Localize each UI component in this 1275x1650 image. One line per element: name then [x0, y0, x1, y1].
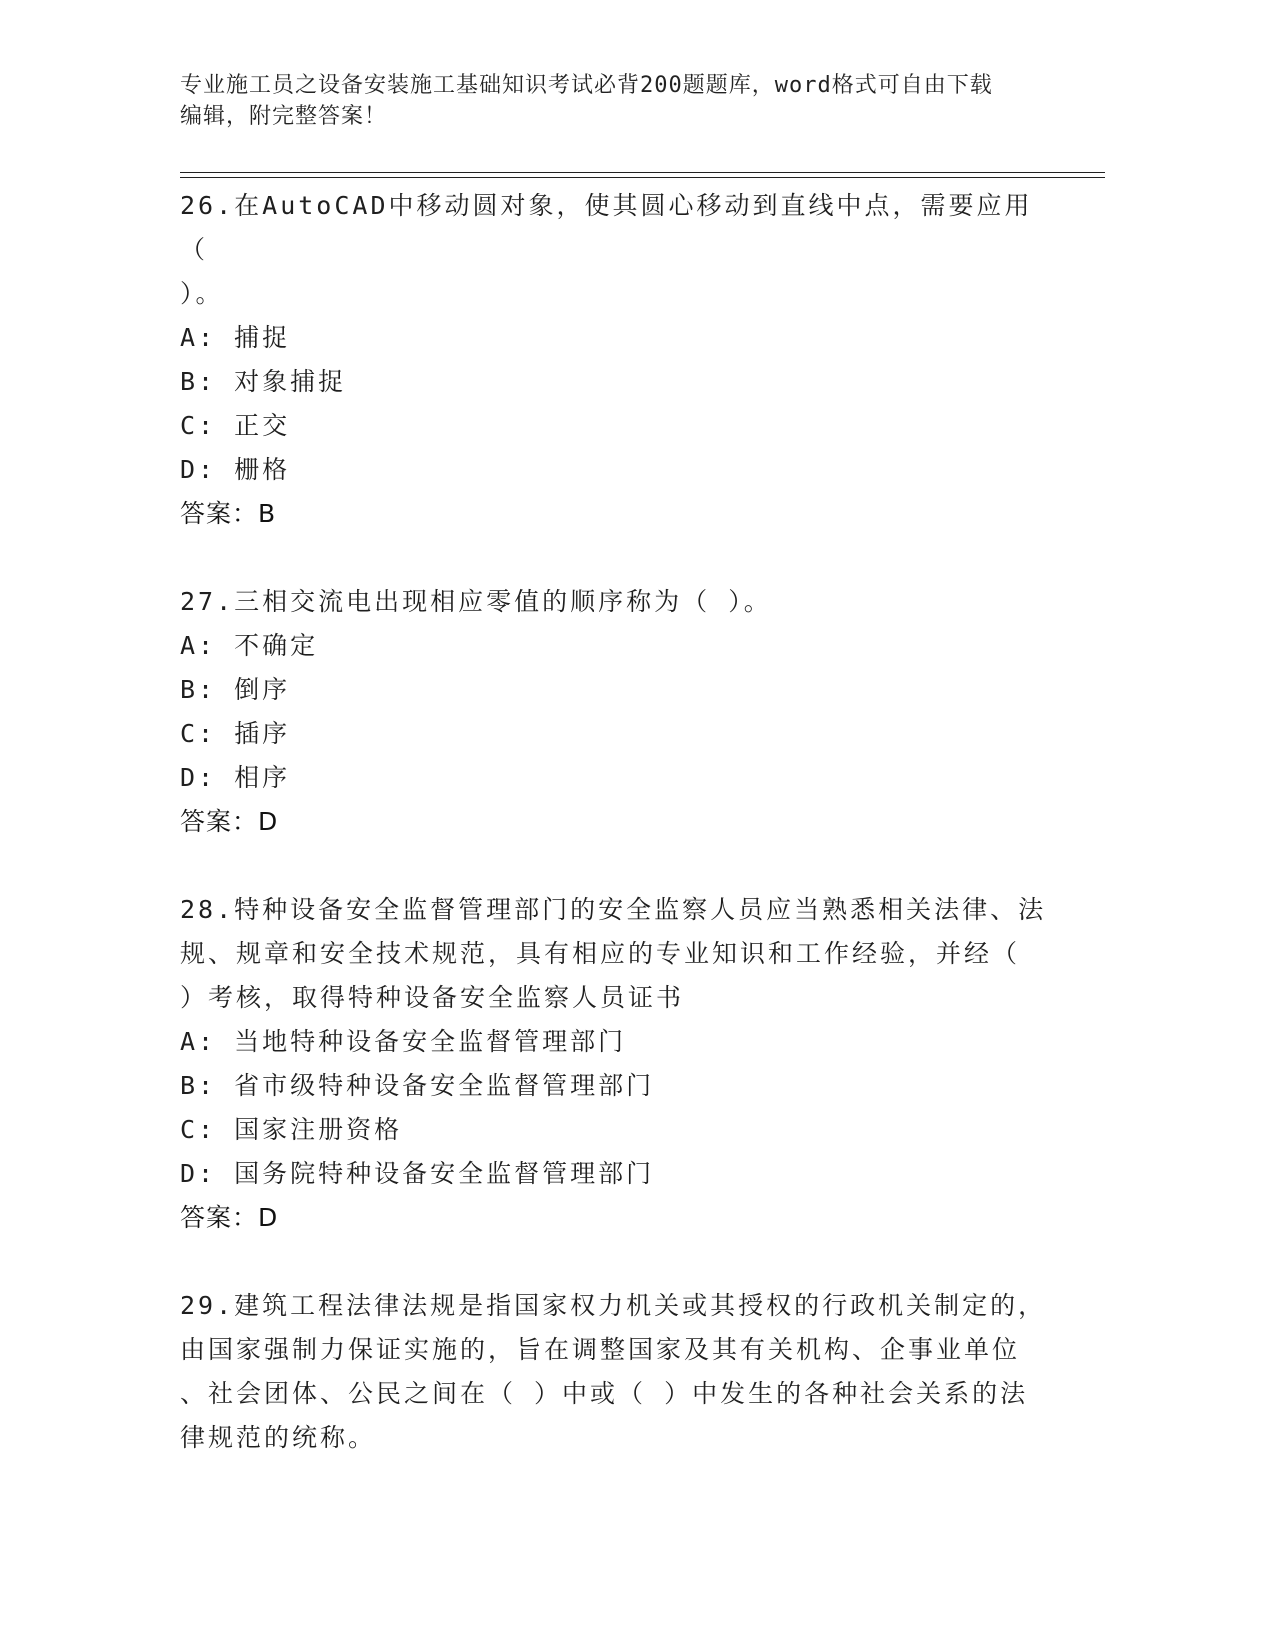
answer-label: 答案：D — [180, 1203, 279, 1232]
option-a: A: 当地特种设备安全监督管理部门 — [180, 1027, 627, 1056]
question-text-line: 27.三相交流电出现相应零值的顺序称为（ ）。 — [180, 587, 772, 616]
answer-label: 答案：D — [180, 807, 279, 836]
question-text-line: 29.建筑工程法律法规是指国家权力机关或其授权的行政机关制定的， — [180, 1291, 1047, 1320]
option-b: B: 倒序 — [180, 675, 291, 704]
header-divider — [180, 172, 1105, 178]
question-list — [180, 184, 1060, 1504]
answer-label: 答案：B — [180, 499, 277, 528]
option-a: A: 不确定 — [180, 631, 319, 660]
option-c: C: 插序 — [180, 719, 291, 748]
option-b: B: 对象捕捉 — [180, 367, 347, 396]
question-26 — [180, 184, 1060, 536]
option-d: D: 国务院特种设备安全监督管理部门 — [180, 1159, 655, 1188]
option-b: B: 省市级特种设备安全监督管理部门 — [180, 1071, 655, 1100]
option-c: C: 国家注册资格 — [180, 1115, 403, 1144]
question-text-line: 律规范的统称。 — [180, 1423, 377, 1452]
option-a: A: 捕捉 — [180, 323, 291, 352]
question-28 — [180, 888, 1060, 1240]
question-text-line: 由国家强制力保证实施的，旨在调整国家及其有关机构、企事业单位 — [180, 1335, 1021, 1364]
question-text-line: 、社会团体、公民之间在（ ）中或（ ）中发生的各种社会关系的法 — [180, 1379, 1029, 1408]
question-text-line: ）考核，取得特种设备安全监察人员证书 — [180, 983, 685, 1012]
document-header — [180, 70, 1040, 132]
question-text-line: ）。 — [180, 279, 224, 308]
option-c: C: 正交 — [180, 411, 291, 440]
question-text-line: 28.特种设备安全监督管理部门的安全监察人员应当熟悉相关法律、法 — [180, 895, 1047, 924]
header-line-2: 编辑，附完整答案！ — [180, 104, 388, 129]
question-27 — [180, 580, 1060, 844]
option-d: D: 相序 — [180, 763, 291, 792]
question-text-line: 规、规章和安全技术规范，具有相应的专业知识和工作经验，并经（ — [180, 939, 1021, 968]
header-line-1: 专业施工员之设备安装施工基础知识考试必背200题题库，word格式可自由下载 — [180, 73, 993, 98]
question-29 — [180, 1284, 1060, 1460]
question-text-line: 26.在AutoCAD中移动圆对象，使其圆心移动到直线中点，需要应用（ — [180, 191, 1033, 264]
option-d: D: 栅格 — [180, 455, 291, 484]
